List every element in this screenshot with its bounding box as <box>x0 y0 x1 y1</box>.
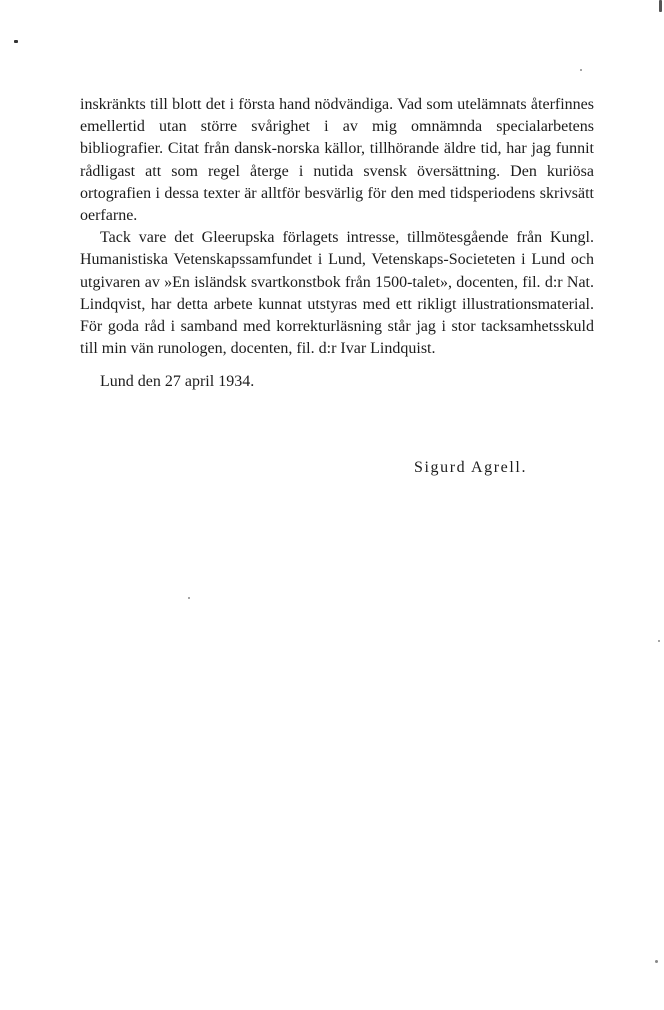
body-text <box>80 94 594 394</box>
scan-speck <box>580 69 582 71</box>
date-line: Lund den 27 april 1934. <box>100 373 255 391</box>
scan-mark-top-right <box>659 0 662 12</box>
signature: Sigurd Agrell. <box>414 459 528 476</box>
paragraph-thanks: Tack vare det Gleerupska förlagets intresse, tillmötesgående från Kungl. Humanistiska Vetenskapssamfundet i Lund, Vetenskaps-Societeten i Lund och utgivaren av »En isländsk svartkonstbok från 1500-talet», docenten, fil. d:r Nat. Lindqvist, har detta arbete kunnat utstyras med ett rikligt illustrationsmaterial. För goda råd i samband med korrekturläsning står jag i stor tacksamhetsskuld till min vän runologen, docenten, fil. d:r Ivar Lindquist. <box>80 229 594 358</box>
scan-speck <box>188 597 190 599</box>
scan-speck <box>655 960 658 963</box>
paragraph-continuation: inskränkts till blott det i första hand nödvändiga. Vad som utelämnats återfinnes emellertid utan större svårighet i av mig omnämnda specialarbetens bibliografier. Citat från dansk-norska källor, tillhörande äldre tid, har jag funnit rådligast att som regel återge i nutida svensk översättning. Den kuriösa ortografien i dessa texter är alltför besvärlig för den med tidsperiodens skrivsätt oerfarne. <box>80 96 594 225</box>
scan-mark-top-left <box>14 40 18 43</box>
scan-speck <box>658 640 660 642</box>
